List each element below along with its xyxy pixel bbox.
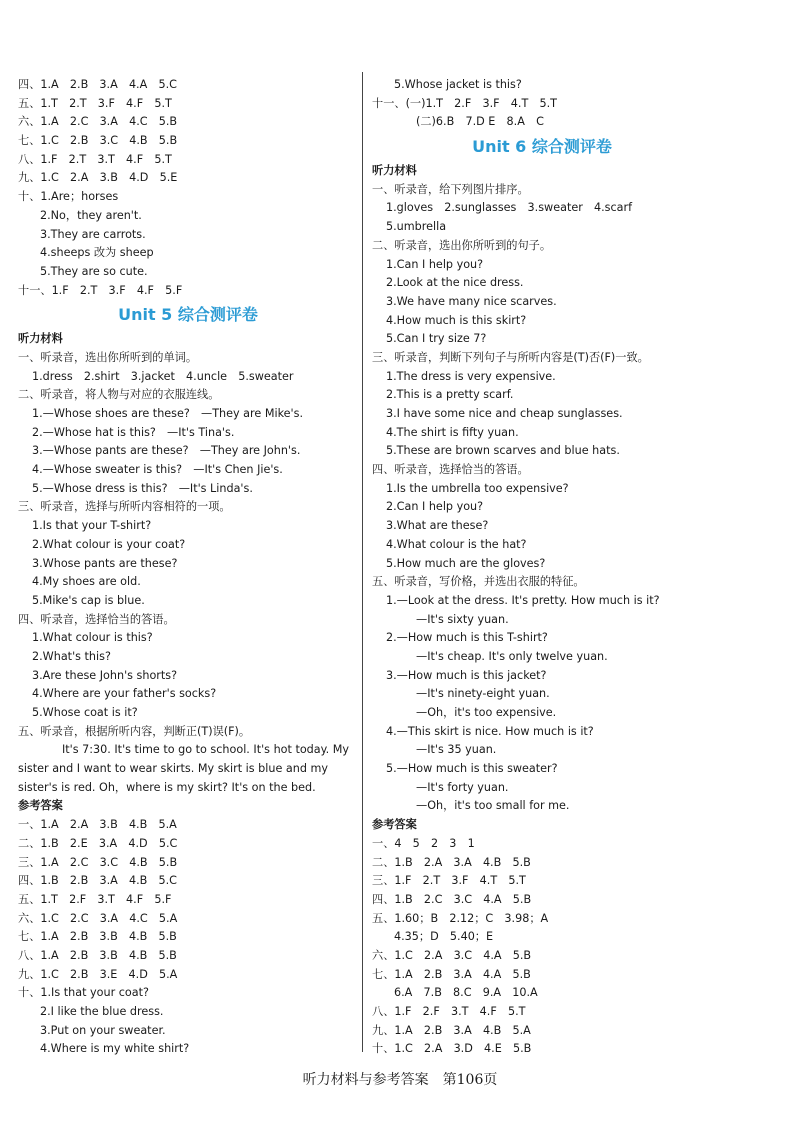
text-line: —It's cheap. It's only twelve yuan. — [416, 649, 608, 663]
text-line: sister's is red. Oh，where is my skirt? It's on the bed. — [18, 780, 316, 794]
text-line: 3.Are these John's shorts? — [32, 668, 178, 682]
page-footer: 听力材料与参考答案 第106页 — [302, 1072, 498, 1088]
section-heading: 参考答案 — [372, 818, 417, 832]
text-line: 2.—Whose hat is this? —It's Tina's. — [32, 425, 235, 439]
text-line: sister and I want to wear skirts. My skirt is blue and my — [18, 762, 329, 776]
text-line: 三、听录音，选择与所听内容相符的一项。 — [18, 500, 231, 514]
text-line: 4.Where are your father's socks? — [32, 687, 217, 701]
text-line: 2.What colour is your coat? — [32, 537, 186, 551]
text-line: 四、听录音，选择恰当的答语。 — [372, 463, 529, 477]
text-line: 4.How much is this skirt? — [386, 313, 527, 327]
text-line: 2.What's this? — [32, 649, 111, 663]
text-line: 4.35；D 5.40；E — [394, 930, 494, 944]
text-line: 4.The shirt is fifty yuan. — [386, 425, 519, 439]
text-line: 3.They are carrots. — [40, 227, 146, 241]
text-line: 二、听录音，将人物与对应的衣服连线。 — [18, 388, 220, 402]
text-line: 四、听录音，选择恰当的答语。 — [18, 612, 175, 626]
text-line: 一、听录音，选出你所听到的单词。 — [18, 350, 198, 364]
text-line: 2.No，they aren't. — [40, 208, 142, 222]
section-heading: 参考答案 — [18, 799, 63, 813]
text-line: It's 7:30. It's time to go to school. It's hot today. My — [62, 743, 350, 757]
text-line: —It's sixty yuan. — [416, 612, 509, 626]
text-line: 二、1.B 2.E 3.A 4.D 5.C — [18, 836, 178, 850]
text-line: 1.Can I help you? — [386, 257, 484, 271]
text-line: —It's 35 yuan. — [416, 743, 497, 757]
text-line: 3.We have many nice scarves. — [386, 294, 557, 308]
text-line: 五、1.60；B 2.12；C 3.98；A — [372, 911, 549, 925]
text-line: 4.My shoes are old. — [32, 575, 141, 589]
text-line: 5.Mike's cap is blue. — [32, 593, 145, 607]
right-column — [372, 76, 712, 1059]
text-line: 3.I have some nice and cheap sunglasses. — [386, 407, 623, 420]
text-line: 4.Where is my white shirt? — [40, 1042, 190, 1056]
text-line: 五、1.T 2.T 3.F 4.F 5.T — [18, 96, 172, 110]
text-line: 九、1.C 2.B 3.E 4.D 5.A — [18, 967, 178, 981]
text-line: 5.Whose jacket is this? — [394, 78, 522, 91]
text-line: 三、听录音，判断下列句子与所听内容是(T)否(F)一致。 — [372, 350, 649, 364]
text-line: 十、1.Is that your coat? — [18, 986, 149, 1000]
text-line: 3.—Whose pants are these? —They are John's. — [32, 444, 301, 458]
text-line: 4.What colour is the hat? — [386, 537, 527, 551]
text-line: 二、1.B 2.A 3.A 4.B 5.B — [372, 855, 531, 869]
text-line: 四、1.A 2.B 3.A 4.A 5.C — [18, 78, 177, 91]
text-line: 五、听录音，根据所听内容，判断正(T)误(F)。 — [18, 724, 251, 738]
text-line: 5.They are so cute. — [40, 264, 148, 278]
text-line: 十一、(一)1.T 2.F 3.F 4.T 5.T — [372, 96, 557, 110]
left-column — [18, 76, 358, 1059]
text-line: 5.—How much is this sweater? — [386, 762, 558, 776]
text-line: 九、1.C 2.A 3.B 4.D 5.E — [18, 171, 178, 185]
text-line: 六、1.C 2.C 3.A 4.C 5.A — [18, 911, 178, 925]
text-line: 3.—How much is this jacket? — [386, 668, 547, 682]
text-line: 八、1.A 2.B 3.B 4.B 5.B — [18, 948, 177, 962]
text-line: 1.Is that your T-shirt? — [32, 519, 152, 533]
text-line: 2.Look at the nice dress. — [386, 276, 524, 290]
text-line: 5.—Whose dress is this? —It's Linda's. — [32, 481, 253, 495]
text-line: 一、4 5 2 3 1 — [372, 836, 475, 850]
text-line: 八、1.F 2.T 3.T 4.F 5.T — [18, 152, 172, 166]
text-line: 1.The dress is very expensive. — [386, 369, 556, 383]
text-line: 4.—Whose sweater is this? —It's Chen Jie's. — [32, 463, 283, 477]
text-line: 1.—Look at the dress. It's pretty. How much is it? — [386, 593, 660, 607]
text-line: 2.Can I help you? — [386, 500, 484, 514]
text-line: 十、1.Are；horses — [18, 190, 119, 204]
text-line: 五、听录音，写价格，并选出衣服的特征。 — [372, 575, 585, 589]
text-line: 九、1.A 2.B 3.A 4.B 5.A — [372, 1023, 531, 1037]
text-line: 八、1.F 2.F 3.T 4.F 5.T — [372, 1005, 526, 1018]
text-line: 十、1.C 2.A 3.D 4.E 5.B — [372, 1042, 532, 1056]
section-title: Unit 5 综合测评卷 — [118, 305, 258, 325]
text-line: 4.sheeps 改为 sheep — [40, 246, 154, 260]
text-line: 5.Whose coat is it? — [32, 706, 138, 719]
text-line: 七、1.C 2.B 3.C 4.B 5.B — [18, 134, 178, 148]
text-line: 4.—This skirt is nice. How much is it? — [386, 724, 594, 738]
text-line: 三、1.F 2.T 3.F 4.T 5.T — [372, 874, 526, 888]
text-line: 1.dress 2.shirt 3.jacket 4.uncle 5.sweater — [32, 369, 294, 383]
text-line: 5.These are brown scarves and blue hats. — [386, 444, 620, 458]
text-line: 1.—Whose shoes are these? —They are Mike's. — [32, 407, 304, 420]
text-line: (二)6.B 7.D E 8.A C — [416, 115, 544, 129]
text-line: 四、1.B 2.C 3.C 4.A 5.B — [372, 892, 532, 906]
column-divider — [362, 72, 363, 1052]
text-line: 一、听录音，给下列图片排序。 — [372, 182, 529, 196]
text-line: —Oh，it's too small for me. — [416, 799, 570, 813]
text-line: 2.This is a pretty scarf. — [386, 388, 514, 402]
text-line: 七、1.A 2.B 3.B 4.B 5.B — [18, 930, 177, 944]
text-line: 1.Is the umbrella too expensive? — [386, 481, 569, 495]
text-line: 1.gloves 2.sunglasses 3.sweater 4.scarf — [386, 201, 633, 215]
text-line: —Oh，it's too expensive. — [416, 706, 557, 719]
text-line: 2.I like the blue dress. — [40, 1005, 164, 1018]
text-line: 3.Put on your sweater. — [40, 1023, 166, 1037]
text-line: 6.A 7.B 8.C 9.A 10.A — [394, 986, 538, 1000]
text-line: 5.How much are the gloves? — [386, 556, 546, 570]
text-line: 二、听录音，选出你所听到的句子。 — [372, 238, 552, 252]
text-line: 四、1.B 2.B 3.A 4.B 5.C — [18, 874, 177, 888]
text-line: 六、1.A 2.C 3.A 4.C 5.B — [18, 115, 178, 129]
text-line: 五、1.T 2.F 3.T 4.F 5.F — [18, 892, 172, 906]
text-line: 七、1.A 2.B 3.A 4.A 5.B — [372, 967, 531, 981]
section-heading: 听力材料 — [372, 164, 417, 178]
text-line: —It's forty yuan. — [416, 780, 509, 794]
section-title: Unit 6 综合测评卷 — [472, 137, 612, 157]
text-line: 三、1.A 2.C 3.C 4.B 5.B — [18, 855, 178, 869]
text-line: 1.What colour is this? — [32, 631, 153, 645]
text-line: 一、1.A 2.A 3.B 4.B 5.A — [18, 818, 177, 832]
text-line: —It's ninety-eight yuan. — [416, 687, 550, 701]
text-line: 3.What are these? — [386, 519, 489, 533]
text-line: 5.Can I try size 7? — [386, 332, 487, 346]
section-heading: 听力材料 — [18, 332, 63, 346]
text-line: 六、1.C 2.A 3.C 4.A 5.B — [372, 948, 532, 962]
text-line: 十一、1.F 2.T 3.F 4.F 5.F — [18, 283, 183, 297]
text-line: 5.umbrella — [386, 220, 447, 234]
text-line: 2.—How much is this T-shirt? — [386, 631, 548, 645]
text-line: 3.Whose pants are these? — [32, 556, 178, 570]
